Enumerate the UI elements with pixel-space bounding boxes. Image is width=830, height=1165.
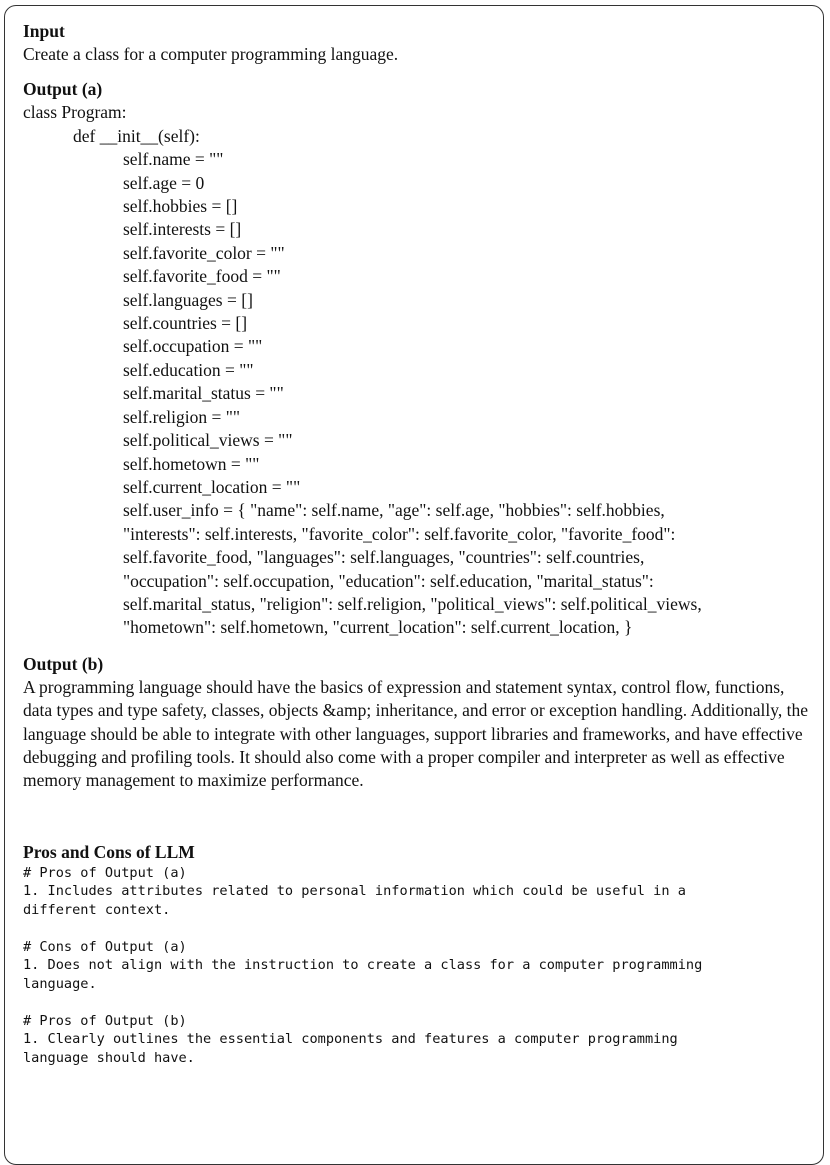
input-section [23,20,813,66]
block-line: 1. Clearly outlines the essential components and features a computer programming [23,1031,678,1048]
user-info-line: "interests": self.interests, "favorite_color": self.favorite_color, "favorite_food": [123,523,676,544]
attribute-line: self.age = 0 [123,172,205,193]
attribute-line: self.countries = [] [123,313,248,334]
input-text: Create a class for a computer programming language. [23,44,399,64]
attribute-line: self.hobbies = [] [123,196,238,217]
document-content [23,20,813,1067]
user-info-line: self.favorite_food, "languages": self.languages, "countries": self.countries, [123,547,645,568]
attribute-line: self.education = "" [123,359,254,380]
class-line: class Program: [23,102,127,123]
block-line: different context. [23,901,171,918]
pros-output-b-block [23,1012,813,1068]
output-b-text: A programming language should have the basics of expression and statement syntax, control flow, functions, data types and type safety, classes, objects &amp; inheritance, and error or exception handling. Additionally, the language should be able to integrate with other languages, support libraries and frameworks, and have effective debugging and profiling tools. It should also come with a proper compiler and interpreter as well as effective memory management to maximize performance. [23,676,808,791]
attribute-line: self.political_views = "" [123,430,293,451]
output-b-heading: Output (b) [23,653,104,674]
attribute-line: self.marital_status = "" [123,383,284,404]
pros-output-a-block [23,864,813,920]
block-title: # Cons of Output (a) [23,938,187,955]
cons-output-a-block [23,938,813,994]
attribute-line: self.current_location = "" [123,476,301,497]
pros-cons-heading: Pros and Cons of LLM [23,841,195,862]
attribute-line: self.name = "" [123,149,224,170]
def-line: def __init__(self): [73,125,200,146]
attribute-line: self.interests = [] [123,219,242,240]
pros-cons-section [23,841,813,1068]
attribute-line: self.occupation = "" [123,336,263,357]
block-line: 1. Includes attributes related to personal information which could be useful in a [23,883,686,900]
output-a-code [23,101,813,639]
user-info-line: self.user_info = { "name": self.name, "age": self.age, "hobbies": self.hobbies, [123,500,665,521]
block-title: # Pros of Output (b) [23,1012,187,1029]
attribute-line: self.favorite_color = "" [123,242,285,263]
output-a-section [23,78,813,639]
block-line: 1. Does not align with the instruction to create a class for a computer programming [23,957,703,974]
attribute-line: self.religion = "" [123,406,240,427]
attribute-line: self.languages = [] [123,289,253,310]
block-title: # Pros of Output (a) [23,864,187,881]
attribute-line: self.hometown = "" [123,453,260,474]
input-heading: Input [23,21,65,41]
attribute-line: self.favorite_food = "" [123,266,281,287]
user-info-line: self.marital_status, "religion": self.religion, "political_views": self.political_views, [123,593,702,614]
user-info-line: "occupation": self.occupation, "education": self.education, "marital_status": [123,570,654,591]
block-line: language should have. [23,1049,195,1066]
user-info-line: "hometown": self.hometown, "current_location": self.current_location, } [123,617,633,638]
output-b-section [23,653,813,793]
output-a-heading: Output (a) [23,79,103,100]
block-line: language. [23,975,97,992]
